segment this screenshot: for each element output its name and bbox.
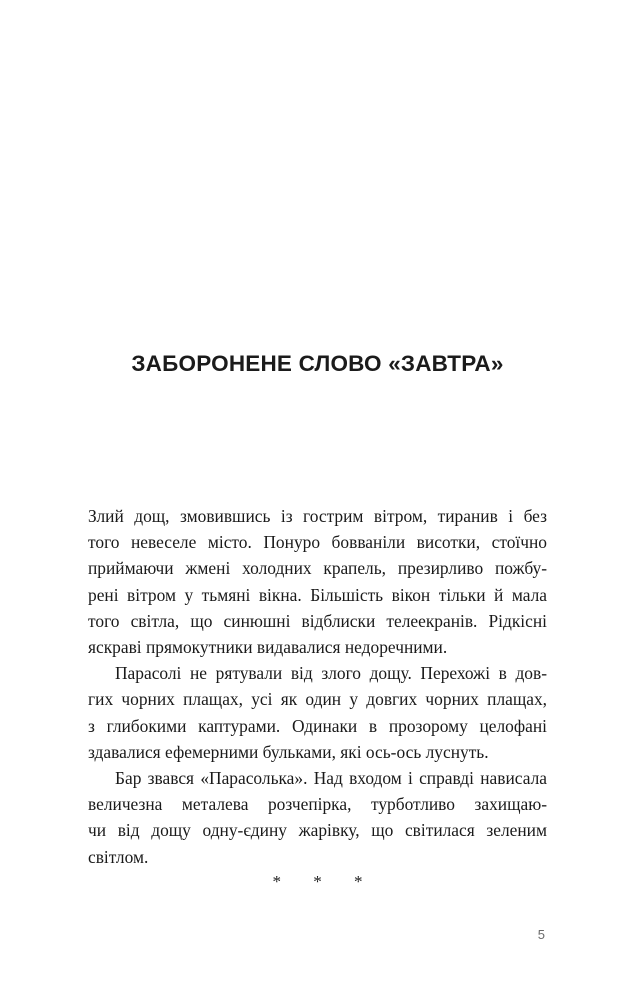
page-number: 5 — [537, 927, 545, 942]
text-line: рені вітром у тьмяні вікна. Більшість вікон тільки й мала — [88, 584, 547, 605]
chapter-body — [88, 503, 547, 870]
text-line: Бар звався «Парасолька». Над входом і справді нависала — [115, 768, 547, 789]
text-line: з глибокими каптурами. Одинаки в прозорому целофані — [88, 715, 547, 736]
text-line: Парасолі не рятували від злого дощу. Перехожі в дов- — [115, 663, 547, 684]
text-line: здавалися ефемерними бульками, які ось-ось луснуть. — [88, 741, 489, 762]
section-separator: * * * — [272, 872, 377, 891]
text-line: Злий дощ, змовившись із гострим вітром, тиранив і без — [88, 506, 547, 526]
text-line: того невеселе місто. Понуро бовваніли висотки, стоїчно — [88, 532, 547, 553]
text-line: яскраві прямокутники видавалися недоречними. — [88, 637, 448, 658]
text-line: величезна металева розчепірка, турботливо захищаю- — [88, 794, 547, 815]
text-line: приймаючи жмені холодних крапель, презирливо пожбу- — [88, 558, 547, 579]
paragraph-3 — [88, 765, 547, 870]
text-line: світлом. — [88, 846, 149, 867]
chapter-title: ЗАБОРОНЕНЕ СЛОВО «ЗАВТРА» — [131, 351, 504, 376]
text-line: чи від дощу одну-єдину жарівку, що світилася зеленим — [88, 820, 547, 841]
paragraph-2 — [88, 660, 547, 765]
paragraph-1 — [88, 503, 547, 660]
text-line: гих чорних плащах, усі як один у довгих чорних плащах, — [88, 689, 547, 710]
text-line: того світла, що синюшні відблиски телеекранів. Рідкісні — [88, 610, 547, 631]
